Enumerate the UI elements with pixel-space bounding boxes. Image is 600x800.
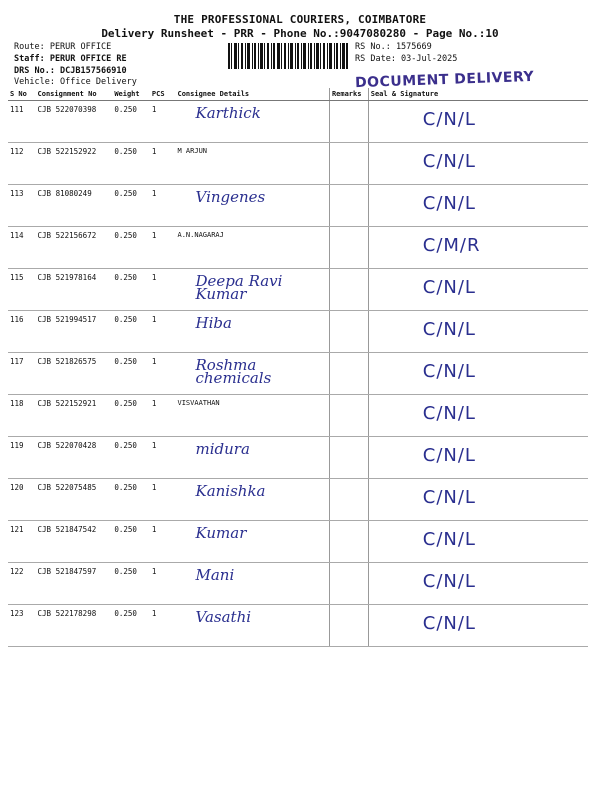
pieces-count: 1 bbox=[150, 227, 176, 269]
remarks-cell bbox=[329, 101, 368, 143]
weight-value: 0.250 bbox=[112, 395, 150, 437]
consignee-handwritten-name: Kumar bbox=[195, 524, 247, 542]
pieces-count: 1 bbox=[150, 521, 176, 563]
consignee-details bbox=[176, 479, 330, 521]
consignee-details bbox=[176, 563, 330, 605]
document-title: THE PROFESSIONAL COURIERS, COIMBATORE bbox=[173, 13, 427, 26]
weight-value: 0.250 bbox=[112, 185, 150, 227]
weight-value: 0.250 bbox=[112, 563, 150, 605]
consignee-details bbox=[176, 143, 330, 185]
weight-value: 0.250 bbox=[112, 269, 150, 311]
pieces-count: 1 bbox=[150, 437, 176, 479]
remarks-cell bbox=[329, 437, 368, 479]
weight-value: 0.250 bbox=[112, 353, 150, 395]
serial-number: 123 bbox=[8, 605, 36, 647]
seal-signature-cell bbox=[368, 101, 588, 143]
pieces-count: 1 bbox=[150, 563, 176, 605]
signature-mark: C/N/L bbox=[422, 487, 476, 508]
signature-mark: C/N/L bbox=[422, 529, 476, 550]
vehicle-label: Vehicle: Office Delivery bbox=[14, 77, 137, 87]
col-remarks: Remarks bbox=[329, 88, 368, 101]
consignment-number: CJB 521847542 bbox=[36, 521, 113, 563]
seal-signature-cell bbox=[368, 227, 588, 269]
table-row bbox=[8, 227, 588, 269]
consignee-details bbox=[176, 521, 330, 563]
consignee-handwritten-name: midura bbox=[195, 440, 250, 458]
staff-label: Staff: PERUR OFFICE RE bbox=[14, 54, 127, 64]
remarks-cell bbox=[329, 479, 368, 521]
consignee-details bbox=[176, 605, 330, 647]
table-header-row bbox=[8, 88, 588, 101]
consignee-handwritten-name: Vasathi bbox=[195, 608, 252, 626]
remarks-cell bbox=[329, 605, 368, 647]
consignee-details bbox=[176, 311, 330, 353]
remarks-cell bbox=[329, 395, 368, 437]
remarks-cell bbox=[329, 353, 368, 395]
weight-value: 0.250 bbox=[112, 101, 150, 143]
weight-value: 0.250 bbox=[112, 227, 150, 269]
consignee-details bbox=[176, 437, 330, 479]
seal-signature-cell bbox=[368, 437, 588, 479]
signature-mark: C/M/R bbox=[422, 235, 481, 256]
serial-number: 119 bbox=[8, 437, 36, 479]
consignment-number: CJB 522075485 bbox=[36, 479, 113, 521]
table-row bbox=[8, 563, 588, 605]
consignee-handwritten-name: Roshma chemicals bbox=[195, 356, 272, 387]
weight-value: 0.250 bbox=[112, 311, 150, 353]
pieces-count: 1 bbox=[150, 269, 176, 311]
table-row bbox=[8, 521, 588, 563]
serial-number: 113 bbox=[8, 185, 36, 227]
consignment-number: CJB 522152921 bbox=[36, 395, 113, 437]
serial-number: 120 bbox=[8, 479, 36, 521]
signature-mark: C/N/L bbox=[422, 277, 476, 298]
serial-number: 111 bbox=[8, 101, 36, 143]
consignment-number: CJB 522070398 bbox=[36, 101, 113, 143]
signature-mark: C/N/L bbox=[422, 403, 476, 424]
table-row bbox=[8, 437, 588, 479]
signature-mark: C/N/L bbox=[422, 613, 476, 634]
remarks-cell bbox=[329, 311, 368, 353]
drs-number: DRS No.: DCJB157566910 bbox=[14, 66, 127, 76]
consignee-handwritten-name: Hiba bbox=[195, 314, 232, 332]
remarks-cell bbox=[329, 185, 368, 227]
consignee-details bbox=[176, 227, 330, 269]
seal-signature-cell bbox=[368, 185, 588, 227]
col-signature: Seal & Signature bbox=[368, 88, 588, 101]
table-row bbox=[8, 605, 588, 647]
pieces-count: 1 bbox=[150, 143, 176, 185]
pieces-count: 1 bbox=[150, 185, 176, 227]
remarks-cell bbox=[329, 269, 368, 311]
col-consignee: Consignee Details bbox=[176, 88, 330, 101]
consignee-printed-name: M ARJUN bbox=[177, 147, 208, 155]
route-label: Route: PERUR OFFICE bbox=[14, 42, 112, 52]
col-sno: S No bbox=[8, 88, 36, 101]
pieces-count: 1 bbox=[150, 311, 176, 353]
consignment-number: CJB 521847597 bbox=[36, 563, 113, 605]
runsheet-table bbox=[8, 88, 588, 647]
seal-signature-cell bbox=[368, 521, 588, 563]
consignee-details bbox=[176, 185, 330, 227]
remarks-cell bbox=[329, 143, 368, 185]
consignee-details bbox=[176, 101, 330, 143]
consignee-handwritten-name: Kanishka bbox=[195, 482, 266, 500]
seal-signature-cell bbox=[368, 143, 588, 185]
remarks-cell bbox=[329, 521, 368, 563]
consignment-number: CJB 521978164 bbox=[36, 269, 113, 311]
serial-number: 117 bbox=[8, 353, 36, 395]
consignee-details bbox=[176, 395, 330, 437]
col-consignment: Consignment No bbox=[36, 88, 113, 101]
consignee-handwritten-name: Vingenes bbox=[195, 188, 266, 206]
seal-signature-cell bbox=[368, 269, 588, 311]
table-row bbox=[8, 353, 588, 395]
consignee-printed-name: A.N.NAGARAJ bbox=[177, 231, 224, 239]
seal-signature-cell bbox=[368, 563, 588, 605]
runsheet-subtitle: Delivery Runsheet - PRR - Phone No.:9047080280 - Page No.:10 bbox=[101, 27, 499, 40]
pieces-count: 1 bbox=[150, 395, 176, 437]
consignment-number: CJB 81080249 bbox=[36, 185, 113, 227]
barcode-image bbox=[228, 43, 348, 69]
table-row bbox=[8, 101, 588, 143]
signature-mark: C/N/L bbox=[422, 445, 476, 466]
table-row bbox=[8, 311, 588, 353]
table-row bbox=[8, 395, 588, 437]
consignment-number: CJB 521994517 bbox=[36, 311, 113, 353]
seal-signature-cell bbox=[368, 479, 588, 521]
pieces-count: 1 bbox=[150, 353, 176, 395]
serial-number: 118 bbox=[8, 395, 36, 437]
table-row bbox=[8, 185, 588, 227]
seal-signature-cell bbox=[368, 605, 588, 647]
table-row bbox=[8, 143, 588, 185]
document-delivery-stamp: DOCUMENT DELIVERY bbox=[354, 68, 535, 92]
consignee-handwritten-name: Deepa Ravi Kumar bbox=[195, 272, 283, 303]
table-row bbox=[8, 479, 588, 521]
consignment-number: CJB 521826575 bbox=[36, 353, 113, 395]
serial-number: 114 bbox=[8, 227, 36, 269]
consignment-number: CJB 522152922 bbox=[36, 143, 113, 185]
serial-number: 115 bbox=[8, 269, 36, 311]
pieces-count: 1 bbox=[150, 479, 176, 521]
consignment-number: CJB 522070428 bbox=[36, 437, 113, 479]
consignee-printed-name: VISVAATHAN bbox=[177, 399, 220, 407]
serial-number: 122 bbox=[8, 563, 36, 605]
pieces-count: 1 bbox=[150, 101, 176, 143]
weight-value: 0.250 bbox=[112, 605, 150, 647]
weight-value: 0.250 bbox=[112, 437, 150, 479]
consignment-number: CJB 522156672 bbox=[36, 227, 113, 269]
consignee-details bbox=[176, 353, 330, 395]
signature-mark: C/N/L bbox=[422, 109, 476, 130]
col-pcs: PCS bbox=[150, 88, 176, 101]
weight-value: 0.250 bbox=[112, 143, 150, 185]
consignment-number: CJB 522178298 bbox=[36, 605, 113, 647]
weight-value: 0.250 bbox=[112, 479, 150, 521]
table-row bbox=[8, 269, 588, 311]
serial-number: 116 bbox=[8, 311, 36, 353]
rs-number: RS No.: 1575669 bbox=[355, 42, 432, 52]
serial-number: 112 bbox=[8, 143, 36, 185]
weight-value: 0.250 bbox=[112, 521, 150, 563]
seal-signature-cell bbox=[368, 311, 588, 353]
col-weight: Weight bbox=[112, 88, 150, 101]
remarks-cell bbox=[329, 563, 368, 605]
consignee-details bbox=[176, 269, 330, 311]
signature-mark: C/N/L bbox=[422, 151, 476, 172]
seal-signature-cell bbox=[368, 353, 588, 395]
consignee-handwritten-name: Mani bbox=[195, 566, 235, 584]
serial-number: 121 bbox=[8, 521, 36, 563]
seal-signature-cell bbox=[368, 395, 588, 437]
pieces-count: 1 bbox=[150, 605, 176, 647]
consignee-handwritten-name: Karthick bbox=[195, 104, 261, 122]
signature-mark: C/N/L bbox=[422, 571, 476, 592]
rs-date: RS Date: 03-Jul-2025 bbox=[355, 54, 458, 64]
signature-mark: C/N/L bbox=[422, 193, 476, 214]
signature-mark: C/N/L bbox=[422, 361, 476, 382]
signature-mark: C/N/L bbox=[422, 319, 476, 340]
remarks-cell bbox=[329, 227, 368, 269]
